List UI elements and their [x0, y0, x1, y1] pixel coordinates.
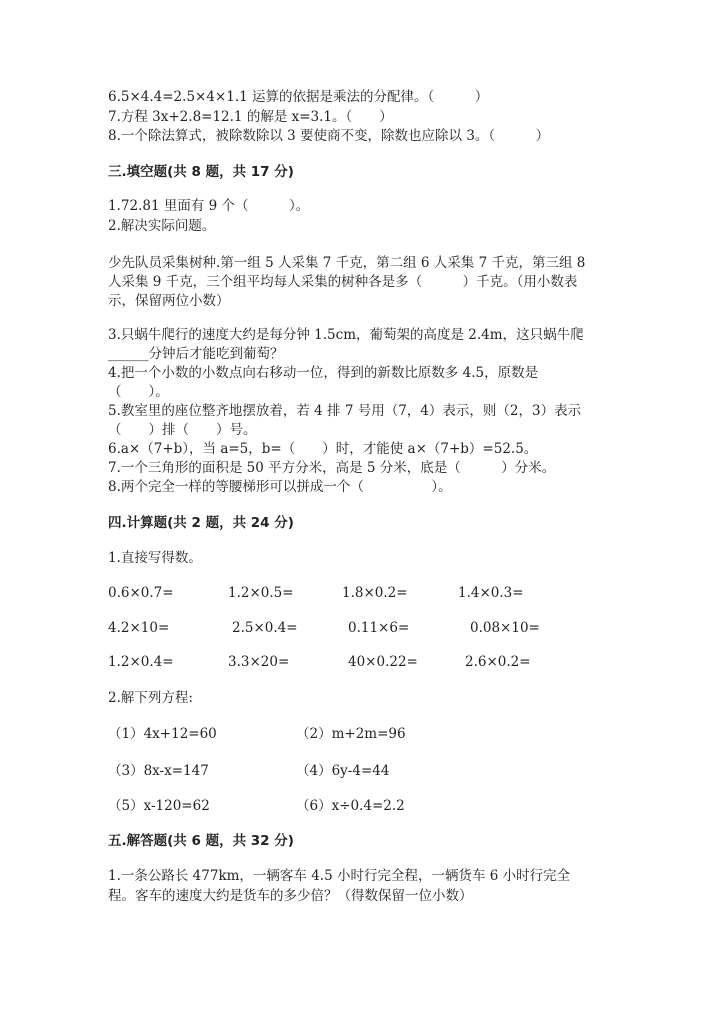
calc-q1-title: 1.直接写得数。 [108, 550, 202, 566]
calc-item: 0.6×0.7= [108, 585, 174, 601]
calc-item: 1.4×0.3= [458, 585, 524, 601]
fill-q5-line-1: 5.教室里的座位整齐地摆放着，若 4 排 7 号用（7，4）表示，则（2，3）表示 [108, 403, 582, 419]
section-answer-heading: 五.解答题(共 6 题，共 32 分) [108, 833, 294, 849]
fill-q8: 8.两个完全一样的等腰梯形可以拼成一个（ ）。 [108, 479, 452, 495]
fill-q5-line-2: （ ）排（ ）号。 [108, 422, 257, 438]
fill-q2-text-line-1: 少先队员采集树种.第一组 5 人采集 7 千克，第二组 6 人采集 7 千克，第三组 8 [108, 255, 586, 271]
calc-item: 2.6×0.2= [465, 654, 531, 670]
calc-item: 40×0.22= [348, 654, 418, 670]
fill-q3-line-1: 3.只蜗牛爬行的速度大约是每分钟 1.5cm，葡萄架的高度是 2.4m，这只蜗牛爬 [108, 327, 584, 343]
equation-item: （3）8x-x=147 [108, 763, 209, 779]
calc-item: 1.8×0.2= [342, 585, 408, 601]
calc-item: 2.5×0.4= [232, 620, 298, 636]
answer-q1-line-2: 程。客车的速度大约是货车的多少倍？（得数保留一位小数） [108, 888, 473, 904]
calc-item: 0.11×6= [348, 620, 410, 636]
fill-q2: 2.解决实际问题。 [108, 218, 216, 234]
equation-item: （5）x-120=62 [108, 798, 210, 814]
section-fill-heading: 三.填空题(共 8 题，共 17 分) [108, 164, 294, 180]
calc-q2-title: 2.解下列方程: [108, 690, 193, 706]
calc-item: 3.3×20= [228, 654, 290, 670]
calc-item: 1.2×0.4= [108, 654, 174, 670]
fill-q7: 7.一个三角形的面积是 50 平方分米，高是 5 分米，底是（ ）分米。 [108, 460, 556, 476]
equation-item: （4）6y-4=44 [296, 763, 390, 779]
fill-q4-line-2: （ ）。 [108, 384, 169, 400]
fill-q4-line-1: 4.把一个小数的小数点向右移动一位，得到的新数比原数多 4.5，原数是 [108, 365, 539, 381]
judgement-item-7: 7.方程 3x+2.8=12.1 的解是 x=3.1。（ ） [108, 109, 393, 125]
section-calc-heading: 四.计算题(共 2 题，共 24 分) [108, 515, 294, 531]
judgement-item-8: 8.一个除法算式，被除数除以 3 要使商不变，除数也应除以 3。（ ） [108, 128, 550, 144]
calc-item: 1.2×0.5= [228, 585, 294, 601]
equation-item: （2）m+2m=96 [296, 726, 406, 742]
calc-item: 0.08×10= [470, 620, 540, 636]
fill-q6: 6.a×（7+b），当 a=5，b=（ ）时，才能使 a×（7+b）=52.5。 [108, 441, 538, 457]
fill-q1: 1.72.81 里面有 9 个（ ）。 [108, 198, 310, 214]
fill-q2-text-line-2: 人采集 9 千克，三个组平均每人采集的树种各是多（ ）千克。（用小数表 [108, 274, 578, 290]
calc-item: 4.2×10= [108, 620, 170, 636]
fill-q2-text-line-3: 示，保留两位小数） [108, 293, 230, 309]
equation-item: （1）4x+12=60 [108, 726, 217, 742]
answer-q1-line-1: 1.一条公路长 477km，一辆客车 4.5 小时行完全程，一辆货车 6 小时行完全 [108, 868, 571, 884]
fill-q3-line-2: ______分钟后才能吃到葡萄？ [108, 346, 284, 362]
judgement-item-6: 6.5×4.4=2.5×4×1.1 运算的依据是乘法的分配律。（ ） [108, 89, 489, 105]
equation-item: （6）x÷0.4=2.2 [296, 798, 405, 814]
